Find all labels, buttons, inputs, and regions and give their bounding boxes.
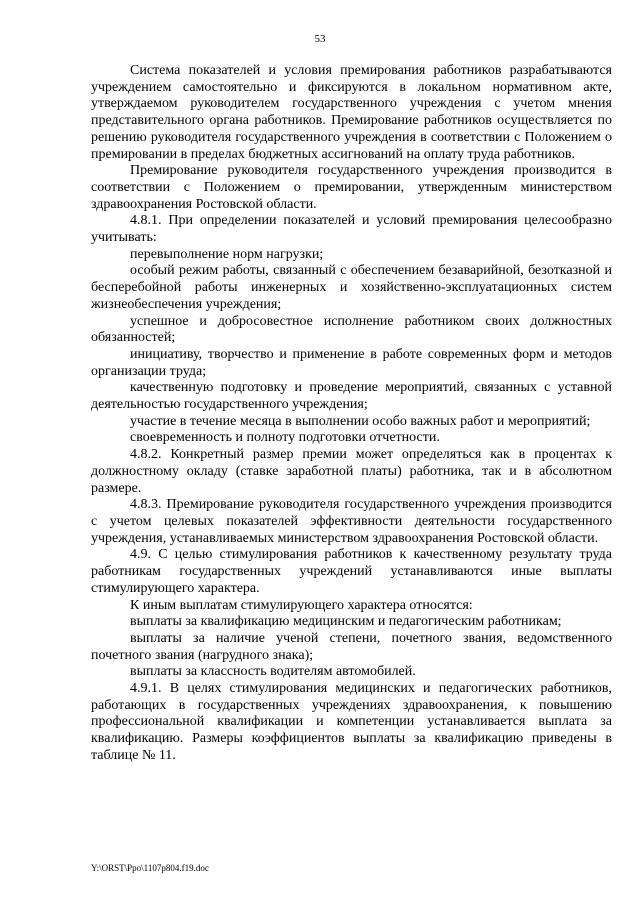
paragraph: Система показателей и условия премирования работников разрабатываются учреждением самостоятельно и фиксируются в локальном нормативном акте, утверждаемом руководителем государственного учреждения с учетом мнения представительного органа работников. Премирование работников осуществляется по решению руководителя государственного учреждения в соответствии с Положением о премировании в пределах бюджетных ассигнований на оплату труда работников. [91, 63, 612, 162]
paragraph: 4.8.1. При определении показателей и условий премирования целесообразно учитывать: [91, 213, 612, 246]
list-item: участие в течение месяца в выполнении особо важных работ и мероприятий; [130, 413, 591, 429]
list-item: качественную подготовку и проведение мероприятий, связанных с уставной деятельностью государственного учреждения; [91, 380, 612, 413]
document-body [91, 63, 612, 765]
file-path-footer: Y:\ORST\Ppo\1107p804.f19.doc [91, 863, 209, 873]
list-item: своевременность и полноту подготовки отчетности. [130, 430, 440, 446]
list-item: особый режим работы, связанный с обеспечением безаварийной, безотказной и бесперебойной работы инженерных и хозяйственно-эксплуатационных систем жизнеобеспечения учреждения; [91, 263, 612, 312]
list-item: выплаты за классность водителям автомобилей. [130, 664, 416, 680]
list-item: перевыполнение норм нагрузки; [130, 246, 324, 262]
paragraph: К иным выплатам стимулирующего характера относятся: [130, 597, 473, 613]
page-number: 53 [314, 33, 326, 45]
paragraph: 4.8.3. Премирование руководителя государственного учреждения производится с учетом целевых показателей эффективности деятельности государственного учреждения, устанавливаемых министерством здравоохранения Ростовской области. [91, 497, 612, 546]
paragraph: 4.9. С целью стимулирования работников к качественному результату труда работникам государственных учреждений устанавливаются иные выплаты стимулирующего характера. [91, 547, 612, 596]
list-item: инициативу, творчество и применение в работе современных форм и методов организации труда; [91, 346, 612, 379]
paragraph: 4.9.1. В целях стимулирования медицинских и педагогических работников, работающих в государственных учреждениях здравоохранения, к повышению профессиональной квалификации и компетенции устанавливается выплата за квалификацию. Размеры коэффициентов выплаты за квалификацию приведены в таблице № 11. [91, 681, 612, 763]
paragraph: Премирование руководителя государственного учреждения производится в соответствии с Положением о премировании, утвержденным министерством здравоохранения Ростовской области. [91, 163, 612, 212]
list-item: выплаты за квалификацию медицинским и педагогическим работникам; [130, 614, 562, 630]
list-item: успешное и добросовестное исполнение работником своих должностных обязанностей; [91, 313, 612, 346]
list-item: выплаты за наличие ученой степени, почетного звания, ведомственного почетного звания (нагрудного знака); [91, 630, 612, 663]
paragraph: 4.8.2. Конкретный размер премии может определяться как в процентах к должностному окладу (ставке заработной платы) работника, так и в абсолютном размере. [91, 447, 612, 496]
